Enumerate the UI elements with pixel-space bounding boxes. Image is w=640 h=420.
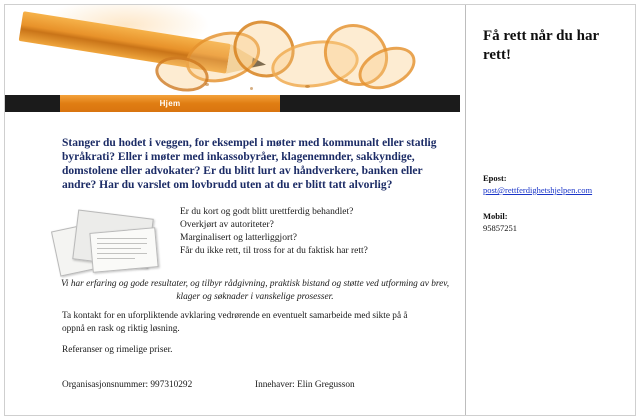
pencil-dust-icon xyxy=(205,83,209,86)
newspaper-text-line xyxy=(97,253,147,254)
mobile-value: 95857251 xyxy=(483,223,517,233)
owner-name: Innehaver: Elin Gregusson xyxy=(255,380,355,390)
newspaper-text-line xyxy=(97,238,147,239)
list-item: Overkjørt av autoriteter? xyxy=(180,220,274,230)
list-item: Marginalisert og latterliggjort? xyxy=(180,233,297,243)
organisation-number: Organisasjonsnummer: 997310292 xyxy=(62,380,193,390)
services-statement: Vi har erfaring og gode resultater, og tilbyr rådgivning, praktisk bistand og støtte ved utforming av brev, klager og søknader i vanskelige prosesser. xyxy=(60,279,450,302)
bullet-list xyxy=(180,206,450,258)
main-content xyxy=(5,112,460,415)
sidebar-title: Få rett når du har rett! xyxy=(483,28,599,63)
column-divider xyxy=(465,5,466,415)
email-link[interactable]: post@rettferdighetshjelpen.com xyxy=(483,185,593,195)
newspaper-text-line xyxy=(97,258,135,259)
newspapers-image xyxy=(53,204,165,272)
navigation-bar xyxy=(5,95,460,112)
list-item: Er du kort og godt blitt urettferdig behandlet? xyxy=(180,207,354,217)
list-item: Får du ikke rett, til tross for at du faktisk har rett? xyxy=(180,246,368,256)
references-paragraph: Referanser og rimelige priser. xyxy=(62,345,173,355)
pencil-dust-icon xyxy=(250,87,253,90)
email-label: Epost: xyxy=(483,173,507,183)
pencil-dust-icon xyxy=(305,85,310,88)
mobile-label: Mobil: xyxy=(483,211,508,221)
newspaper-text-line xyxy=(97,243,147,244)
newspaper-sheet xyxy=(89,227,158,273)
pencil-dust-icon xyxy=(345,79,348,81)
sidebar xyxy=(470,5,635,415)
nav-item-hjem[interactable]: Hjem xyxy=(60,95,280,112)
contact-paragraph: Ta kontakt for en uforpliktende avklaring vedrørende en eventuelt samarbeide med sikte på å oppnå en rask og riktig løsning. xyxy=(62,311,408,334)
header-banner-image xyxy=(5,5,460,95)
page-headline: Stanger du hodet i veggen, for eksempel i møter med kommunalt eller statlig byråkrati? Eller i møter med inkassobyråer, klagenemnder, sakkyndige, domstolene eller advokater? Er du blitt lurt av håndverkere, banken eller andre? Har du varslet om lovbrudd uten at du er blitt tatt alvorlig? xyxy=(62,137,437,191)
newspaper-text-line xyxy=(97,248,141,249)
